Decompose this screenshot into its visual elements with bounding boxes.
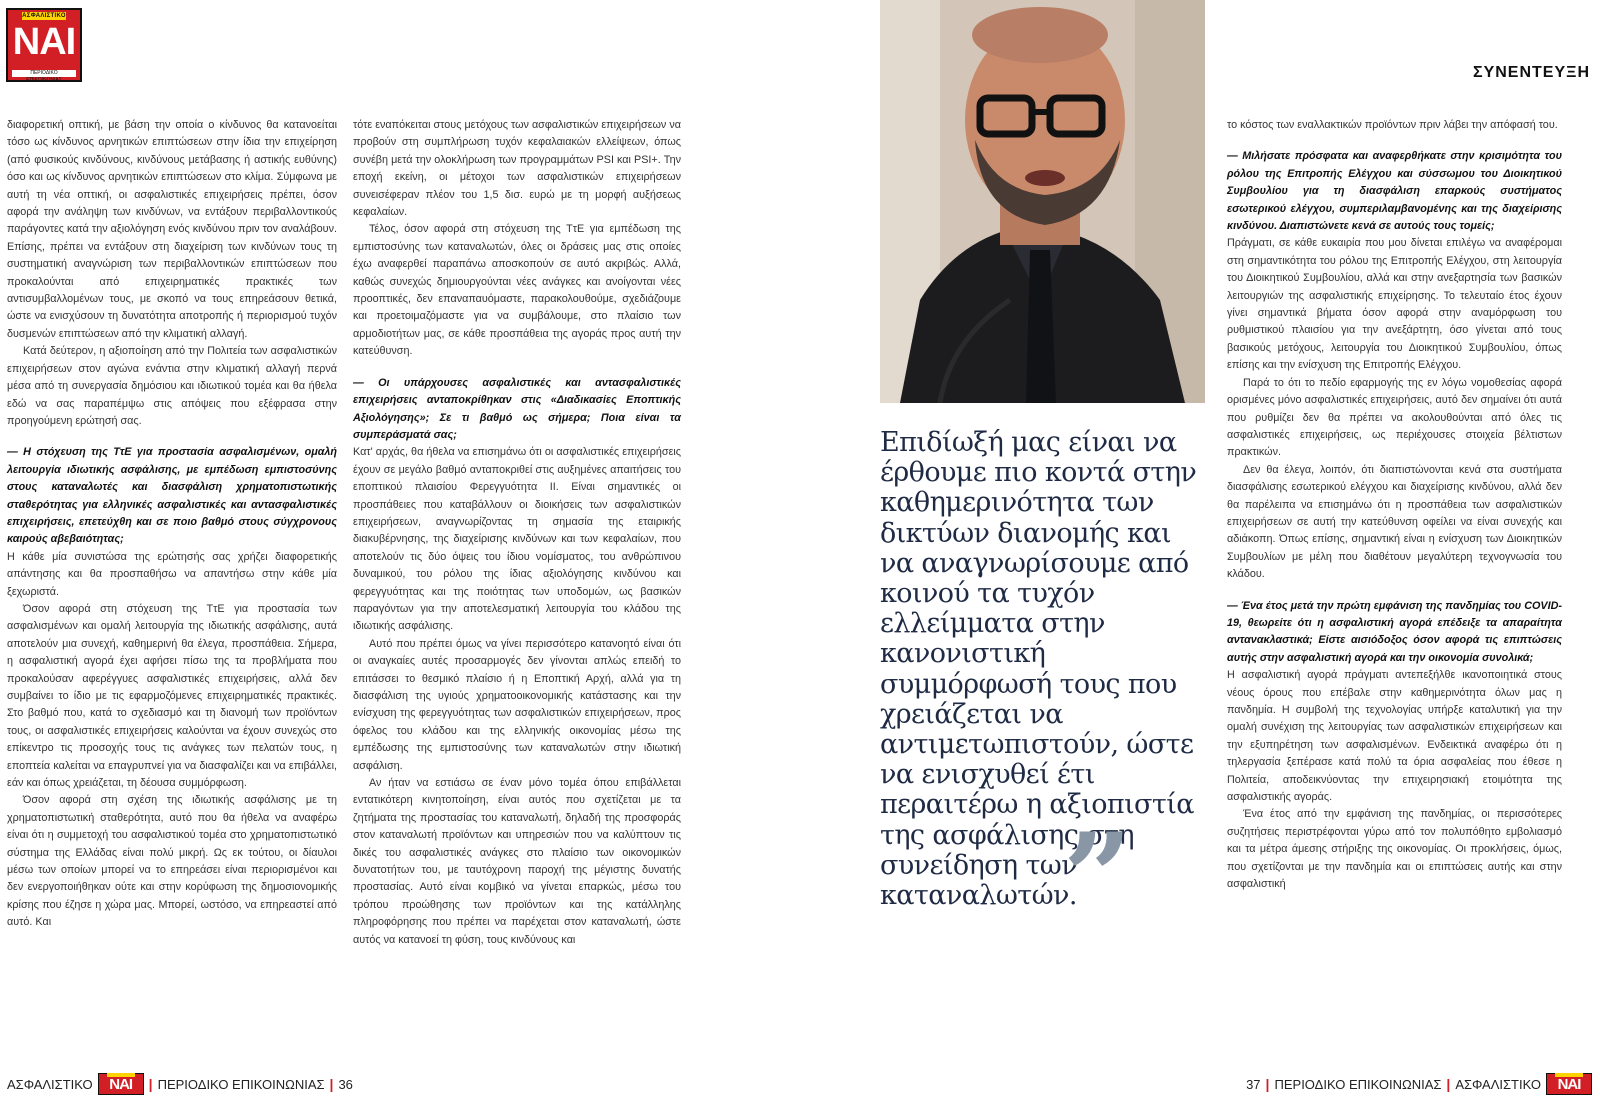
footer-brand: ΑΣΦΑΛΙΣΤΙΚΟ xyxy=(1455,1076,1541,1092)
footer-logo: ΝΑΙ xyxy=(98,1073,144,1095)
answer-paragraph: Κατά δεύτερον, η αξιοποίηση από την Πολιτεία των ασφαλιστικών επιχειρήσεων στον αγώνα ενάντια στην κλιματική αλλαγή περνά μέσα από τη συνεργασία δημόσιου και ιδιωτικού τομέα και θα ήθελα εδώ να σας παραπέμψω στις απόψεις που εξέφρασα στην προηγούμενη ερώτησή σας. xyxy=(7,345,337,427)
interview-question: — Ένα έτος μετά την πρώτη εμφάνιση της πανδημίας του COVID-19, θεωρείτε ότι η ασφαλιστική αγορά επέδειξε τα απαραίτητα αντανακλαστικά; Είστε αισιόδοξος όσον αφορά τις επιπτώσεις αυτής στην ασφαλιστική αγορά και την οικονομία συνολικά; xyxy=(1227,599,1562,664)
answer-paragraph: Δεν θα έλεγα, λοιπόν, ότι διαπιστώνονται κενά στα συστήματα διασφάλισης εσωτερικού ελέγχου και διαχείρισης κινδύνου, αλλά δεν θα παρέλειπα να επισημάνω ότι η προσπάθεια των ασφαλιστικών επιχειρήσεων σε αυτή την κατεύθυνση οφείλει να είναι συνεχής και αδιάκοπη. Όπως επίσης, σημαντική είναι η ενίσχυση των Διοικητικών Συμβουλίων με μέλη που διαθέτουν μεγαλύτερη τεχνογνωσία του κλάδου. xyxy=(1227,463,1562,581)
footer-brand: ΑΣΦΑΛΙΣΤΙΚΟ xyxy=(7,1076,93,1092)
section-label: ΣΥΝΕΝΤΕΥΞΗ xyxy=(1472,64,1590,81)
interview-question: — Η στόχευση της ΤτΕ για προστασία ασφαλισμένων, ομαλή λειτουργία ιδιωτικής ασφάλισης, με εμπέδωση εμπιστοσύνης στους καταναλωτές και διασφάλιση χρηματοπιστωτικής σταθερότητας για ελληνικές ασφαλιστικές και αντασφαλιστικές επιχειρήσεις, επετεύχθη και σε ποιο βαθμό στους σύγχρονους καιρούς αβεβαιότητας; xyxy=(7,446,337,546)
interview-question: — Οι υπάρχουσες ασφαλιστικές και αντασφαλιστικές επιχειρήσεις ανταποκρίθηκαν στις «Διαδικασίες Εποπτικής Αξιολόγησης»; Σε τι βαθμό ως σήμερα; Ποια είναι τα συμπεράσματά σας; xyxy=(353,376,681,441)
answer-paragraph: Πράγματι, σε κάθε ευκαιρία που μου δίνεται επιλέγω να αναφέρομαι στη σημαντικότητα του ρόλου της Επιτροπής Ελέγχου, στη λειτουργία του Διοικητικού Συμβουλίου, αλλά και στην ανεξαρτησία των βασικών λειτουργιών της ασφαλιστικής επιχείρησης. Το τελευταίο έτος έχουν γίνει σημαντικά βήματα όσον αφορά στην αναμόρφωση του ρυθμιστικού πλαισίου για την ανεξάρτητη, όσο γίνεται από τους βασικούς μετόχους, λειτουργία του Διοικητικού Συμβουλίου, όπως επίσης και την ενίσχυση της Επιτροπής Ελέγχου. xyxy=(1227,237,1562,372)
footer-title: ΠΕΡΙΟΔΙΚΟ ΕΠΙΚΟΙΝΩΝΙΑΣ xyxy=(157,1076,325,1092)
footer-separator: | xyxy=(1446,1076,1451,1092)
answer-paragraph: Ένα έτος από την εμφάνιση της πανδημίας, οι περισσότερες συζητήσεις περιστρέφονται γύρω από τον πολυπόθητο εμβολιασμό και τα μέτρα άμεσης στήριξης της οικονομίας. Οι προκλήσεις, όμως, που σχετίζονται με την πανδημία και οι επιπτώσεις αυτής και στην ασφαλιστική xyxy=(1227,808,1562,891)
logo-word: ΝΑΙ xyxy=(12,21,76,63)
logo-box xyxy=(6,8,82,82)
answer-paragraph: Η κάθε μία συνιστώσα της ερώτησής σας χρήζει διαφορετικής απάντησης και θα προσπαθήσω να απαντήσω στην κάθε μία ξεχωριστά. xyxy=(7,550,337,598)
left-footer xyxy=(7,1073,353,1095)
footer-separator: | xyxy=(148,1076,153,1092)
page-number: 37 xyxy=(1246,1076,1261,1092)
portrait-illustration xyxy=(880,0,1205,403)
right-footer xyxy=(1246,1073,1592,1095)
interview-question: — Μιλήσατε πρόσφατα και αναφερθήκατε στην κρισιμότητα του ρόλου της Επιτροπής Ελέγχου και σύσσωμου του Διοικητικού Συμβουλίου για τη διασφάλιση επαρκούς συστήματος εσωτερικού ελέγχου, συμπεριλαμβανομένης και της διαχείρισης κινδύνου. Διαπιστώνετε κενά σε αυτούς τους τομείς; xyxy=(1227,150,1562,233)
logo-tag: ΑΣΦΑΛΙΣΤΙΚΟ xyxy=(22,13,66,19)
answer-paragraph: Η ασφαλιστική αγορά πράγματι αντεπεξήλθε ικανοποιητικά στους νέους όρους που επέβαλε στην καθημερινότητα όλων μας η πανδημία. Η συμβολή της τεχνολογίας υπήρξε καταλυτική για την ομαλή συνέχιση της λειτουργίας των ασφαλιστικών επιχειρήσεων και την εξυπηρέτηση των ασφαλισμένων. Ενδεικτικά αναφέρω ότι η τηλεργασία ξεπέρασε κατά πολύ τα όρια ασφαλείας που έθεσε η Πολιτεία, αποδεικνύοντας την επιχειρησιακή ετοιμότητα της ασφαλιστικής αγοράς. xyxy=(1227,669,1562,804)
answer-paragraph: Τέλος, όσον αφορά στη στόχευση της ΤτΕ για εμπέδωση της εμπιστοσύνης των καταναλωτών, όλες οι δράσεις μας στις οποίες έχω αναφερθεί παραπάνω αποσκοπούν σε αυτό ακριβώς. Αλλά, καθώς συνεχώς δημιουργούνται νέες ανάγκες και ανοίγονται νέες προοπτικές, δεν επαναπαυόμαστε, παρακολουθούμε, σχεδιάζουμε και προετοιμαζόμαστε για να συμβάλουμε, στο πλαίσιο των αρμοδιοτήτων μας, σε κάθε προσπάθεια της αγοράς προς αυτή την κατεύθυνση. xyxy=(353,223,681,358)
answer-paragraph: Κατ' αρχάς, θα ήθελα να επισημάνω ότι οι ασφαλιστικές επιχειρήσεις έχουν σε μεγάλο βαθμό ανταποκριθεί στις αυξημένες απαιτήσεις του εποπτικού πλαισίου Φερεγγυότητα ΙΙ. Είναι σημαντικές οι προσπάθειες που καταβάλλουν οι διοικήσεις των ασφαλιστικών επιχειρήσεων, αναγνωρίζοντας τη σημασία της εταιρικής διακυβέρνησης, της διαχείρισης κινδύνων και των κεφαλαίων, που αποτελούν τις δύο όψεις του ίδιου νομίσματος, του ανθρώπινου δυναμικού, του ρόλου της ίδιας αξιολόγησης κινδύνου και φερεγγυότητας και της ποιότητας των υποδομών, ως βασικών παραγόντων για την αποτελεσματική λειτουργία του κλάδου της ιδιωτικής ασφάλισης. xyxy=(353,446,681,633)
answer-paragraph: Αν ήταν να εστιάσω σε έναν μόνο τομέα όπου επιβάλλεται εντατικότερη κινητοποίηση, είναι αυτός που σχετίζεται με τα ζητήματα της προστασίας του καταναλωτή, δηλαδή της προσφοράς στον καταναλωτή προϊόντων και υπηρεσιών που να καλύπτουν τις δικές του ασφαλιστικές ανάγκες στο πλαίσιο των οικονομικών δυνατοτήτων του, με ταυτόχρονη παροχή της μέγιστης δυνατής προστασίας. Αυτό είναι κομβικό να γίνεται επαρκώς, μέσω του τρόπου προώθησης των προϊόντων και της κατάλληλης πληροφόρησης που πρέπει να παρέχεται στον καταναλωτή, ώστε αυτός να κατανοεί τη φύση, τους κινδύνους και xyxy=(353,777,681,946)
article-column-2 xyxy=(353,117,681,949)
logo-subtitle: ΠΕΡΙΟΔΙΚΟ ΕΠΙΚΟΙΝΩΝΙΑΣ xyxy=(12,70,76,77)
magazine-logo xyxy=(6,8,82,82)
quote-mark-icon: ” xyxy=(1063,807,1133,948)
article-column-1 xyxy=(7,117,337,932)
answer-paragraph: Παρά το ότι το πεδίο εφαρμογής της εν λόγω νομοθεσίας αφορά ορισμένες μόνο ασφαλιστικές επιχειρήσεις, αυτό δεν σημαίνει ότι αυτά που ρυθμίζει δεν θα πρέπει να ακολουθούνται από όλες τις ασφαλιστικές επιχειρήσεις, ως περιέχουσες στοιχεία βέλτιστων πρακτικών. xyxy=(1227,376,1562,459)
footer-logo: ΝΑΙ xyxy=(1546,1073,1592,1095)
answer-paragraph: Αυτό που πρέπει όμως να γίνει περισσότερο κατανοητό είναι ότι οι αναγκαίες αυτές προσαρμογές δεν γίνονται απλώς επειδή το επιτάσσει το θεσμικό πλαίσιο ή η Εποπτική Αρχή, αλλά για τη διασφάλιση της υγιούς χρηματοοικονομικής κατάστασης και την ενίσχυση της φερεγγυότητας των ασφαλιστικών επιχειρήσεων, προς όφελος του κλάδου και της ελληνικής οικονομίας μέσω της εμπέδωσης της εμπιστοσύνης των καταναλωτών στην ιδιωτική ασφάλιση. xyxy=(353,637,681,772)
interviewee-photo xyxy=(880,0,1205,403)
answer-paragraph: Όσον αφορά στη σχέση της ιδιωτικής ασφάλισης με τη χρηματοπιστωτική σταθερότητα, αυτό που θα ήθελα να αναφέρω είναι ότι η συμμετοχή του ασφαλιστικού τομέα στο χρηματοπιστωτικό σύστημα της Ελλάδας είναι πολύ μικρή. Ως εκ τούτου, οι δίαυλοι μέσω των οποίων μπορεί να το επηρεάσει είναι περιορισμένοι και δεν ενεργοποιήθηκαν ούτε και στην κορύφωση της δημοσιονομικής κρίσης που έζησε η χώρα μας. Μπορεί, ωστόσο, να επηρεαστεί από αυτό. Και xyxy=(7,794,337,929)
right-page xyxy=(800,0,1600,1116)
page-number: 36 xyxy=(338,1076,353,1092)
answer-paragraph: το κόστος των εναλλακτικών προϊόντων πριν λάβει την απόφασή του. xyxy=(1227,119,1558,131)
answer-paragraph: τότε εναπόκειται στους μετόχους των ασφαλιστικών επιχειρήσεων να προβούν στη συμπλήρωση τυχόν κεφαλαιακών ελλείψεων, όπως συνέβη μετά την ολοκλήρωση των προγραμμάτων PSI και PSI+. Την εποχή εκείνη, οι μέτοχοι των ασφαλιστικών επιχειρήσεων συνεισέφεραν πλέον του 1,5 δισ. ευρώ με τη μορφή αυξήσεως κεφαλαίων. xyxy=(353,119,681,219)
footer-separator: | xyxy=(329,1076,334,1092)
article-column-3 xyxy=(1227,117,1562,893)
footer-title: ΠΕΡΙΟΔΙΚΟ ΕΠΙΚΟΙΝΩΝΙΑΣ xyxy=(1274,1076,1442,1092)
answer-paragraph: Όσον αφορά στη στόχευση της ΤτΕ για προστασία των ασφαλισμένων και ομαλή λειτουργία της ιδιωτικής ασφάλισης, αυτά αποτελούν μια συνεχή, καθημερινή θα έλεγα, προσπάθεια. Σήμερα, η ασφαλιστική αγορά έχει αφήσει πίσω της τα προβλήματα που προκαλούσαν αφερέγγυες ασφαλιστικές επιχειρήσεις, αλλά δεν συμβαίνει το ίδιο με τις εφαρμοζόμενες επιχειρηματικές πρακτικές. Στο βαθμό που, κατά το σχεδιασμό και τη διανομή των προϊόντων τους, οι ασφαλιστικές επιχειρήσεις καλούνται να έχουν συνεχώς στο επίκεντρο τις προσοχής τους τις ανάγκες των πελατών τους, η εποπτεία καλείται να επαγρυπνεί για να διασφαλίζει και να επιβάλλει, εάν και όπως χρειάζεται, τη δέουσα συμμόρφωση. xyxy=(7,602,337,790)
pull-quote: Επιδίωξή μας είναι να έρθουμε πιο κοντά στην καθημερινότητα των δικτύων διανομής και να αναγνωρίσουμε από κοινού τα τυχόν ελλείμματα στην κανονιστική συμμόρφωσή τους που χρειάζεται να αντιμετωπιστούν, ώστε να ενισχυθεί έτι περαιτέρω η αξιοπιστία της ασφάλισης στη συνείδηση των καταναλωτών. xyxy=(880,427,1197,912)
answer-paragraph: διαφορετική οπτική, με βάση την οποία ο κίνδυνος θα κατανοείται τόσο ως κίνδυνος αρνητικών επιπτώσεων στην ίδια την επιχείρηση (από φυσικούς κινδύνους, κινδύνους μετάβασης ή αστικής ευθύνης) όσο και ως κίνδυνος αρνητικών επιπτώσεων στο κλίμα. Σύμφωνα με αυτή τη νέα οπτική, οι ασφαλιστικές επιχειρήσεις πρέπει, όσον αφορά την ανάληψη των κινδύνων, να εντάξουν περιβαλλοντικούς παράγοντες κατά την αξιολόγηση ενός κινδύνου πριν τον αναλάβουν. Επίσης, πρέπει να εντάξουν στη διαχείριση των κινδύνων τους τη συστηματική αναγνώριση των περιβαλλοντικών επιπτώσεων που προκαλούνται από επιχειρηματικές πρακτικές των αντισυμβαλλομένων τους, με σκοπό να τους επηρεάσουν θετικά, ώστε να ενισχύσουν τη δυνατότητα αποτροπής ή περιορισμού τυχόν δυσμενών επιπτώσεων από την κλιματική αλλαγή. xyxy=(7,119,337,340)
footer-separator: | xyxy=(1265,1076,1270,1092)
